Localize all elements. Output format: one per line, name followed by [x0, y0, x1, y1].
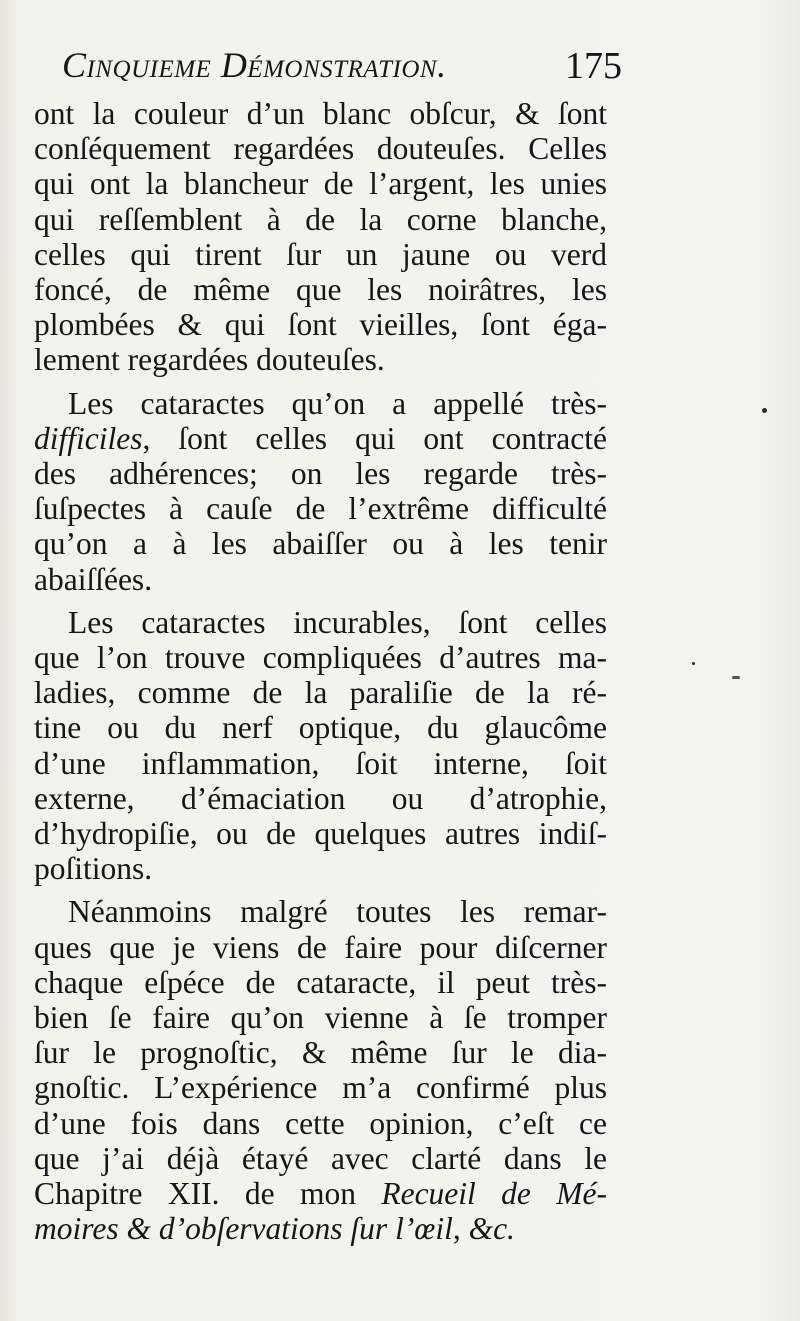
- italic-term: difficiles: [34, 420, 143, 456]
- italic-term: moires & d’obſervations ſur l’œil: [34, 1211, 453, 1247]
- paragraph-2: [34, 386, 607, 597]
- text-line: lement regardées douteuſes.: [34, 342, 385, 378]
- text-line: d’une inflammation, ſoit interne, ſoit: [34, 745, 607, 781]
- ink-speck: [762, 408, 767, 413]
- text-line-with-italic: [34, 421, 607, 456]
- text-line: poſitions.: [34, 851, 153, 887]
- text-line: tine ou du nerf optique, du glaucôme: [34, 710, 607, 746]
- text-line: des adhérences; on les regarde très-: [34, 456, 607, 492]
- text-line: plombées & qui ſont vieilles, ſont éga-: [34, 307, 607, 343]
- text-line: celles qui tirent ſur un jaune ou verd: [34, 236, 607, 272]
- paragraph-3: [34, 605, 607, 887]
- text-line: ſuſpectes à cauſe de l’extrême difficulté: [34, 491, 607, 527]
- text-line: que j’ai déjà étayé avec clarté dans le: [34, 1140, 607, 1176]
- page-header: [62, 44, 622, 96]
- text-line: ont la couleur d’un blanc obſcur, & ſont: [34, 96, 607, 131]
- text-line: d’une fois dans cette opinion, c’eſt ce: [34, 1105, 607, 1141]
- text-line-with-italic: [34, 1176, 607, 1211]
- text-line: d’hydropiſie, ou de quelques autres indiſ-: [34, 816, 607, 852]
- paragraph-1: [34, 96, 607, 378]
- text-line: que l’on trouve compliquées d’autres ma-: [34, 640, 607, 676]
- text-line-rest: , ſont celles qui ont contracté: [142, 420, 607, 456]
- text-line: conſéquement regardées douteuſes. Celles: [34, 131, 607, 167]
- text-line-start: Chapitre XII. de mon: [34, 1176, 382, 1212]
- ink-speck: [732, 676, 740, 679]
- paragraph-4: [34, 894, 607, 1246]
- running-title: Cinquieme Démonstration.: [62, 45, 447, 85]
- ink-speck: [692, 662, 695, 665]
- text-line-with-italic: [34, 1211, 607, 1246]
- text-line: qui ont la blancheur de l’argent, les unies: [34, 166, 607, 202]
- text-line: Les cataractes qu’on a appellé très-: [68, 385, 607, 421]
- text-line: abaiſſées.: [34, 561, 153, 597]
- text-line: ſur le prognoſtic, & même ſur le dia-: [34, 1035, 607, 1071]
- text-line: chaque eſpéce de cataracte, il peut très-: [34, 964, 607, 1000]
- text-line: Néanmoins malgré toutes les remar-: [68, 894, 607, 930]
- text-line: ques que je viens de faire pour diſcerner: [34, 929, 607, 965]
- text-line-comma: ,: [452, 1211, 469, 1247]
- text-line: foncé, de même que les noirâtres, les: [34, 272, 607, 308]
- text-line: qui reſſemblent à de la corne blanche,: [34, 201, 607, 237]
- text-line: qu’on a à les abaiſſer ou à les tenir: [34, 526, 607, 562]
- page-number: 175: [565, 45, 622, 87]
- text-line: bien ſe faire qu’on vienne à ſe tromper: [34, 1000, 607, 1036]
- text-line: Les cataractes incurables, ſont celles: [68, 604, 607, 640]
- italic-term: Recueil de Mé-: [381, 1176, 607, 1212]
- text-line: externe, d’émaciation ou d’atrophie,: [34, 780, 607, 816]
- body-text: [34, 96, 607, 1247]
- italic-term: &c.: [468, 1211, 515, 1247]
- text-line: gnoſtic. L’expérience m’a confirmé plus: [34, 1070, 607, 1106]
- text-line: ladies, comme de la paraliſie de la ré-: [34, 675, 607, 711]
